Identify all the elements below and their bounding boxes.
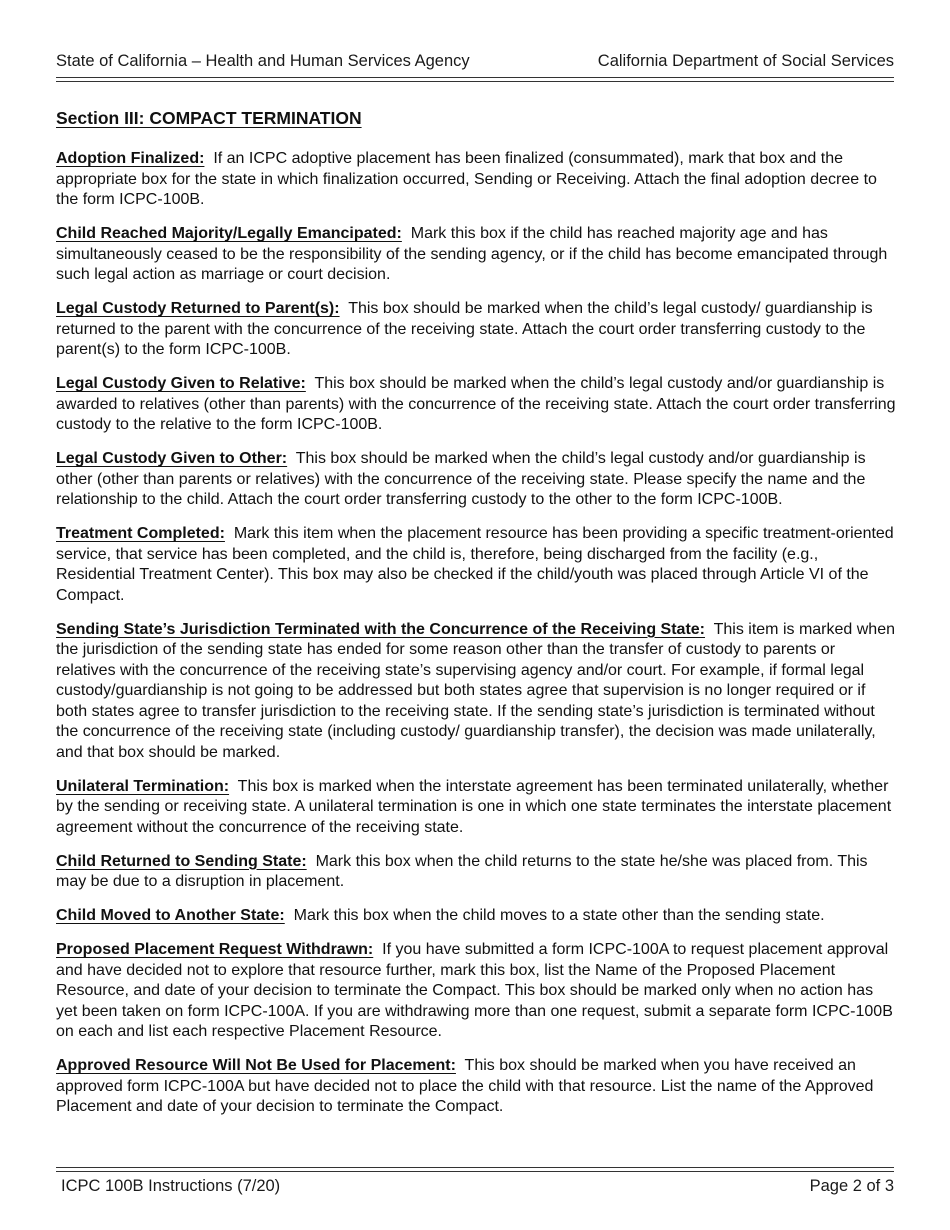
item-text: Mark this item when the placement resource has been providing a specific treatment-oriented service, that service has been completed, and the child is, therefore, being discharged from the facility (e.g., Residential Treatment Center). This box may also be checked if the child/youth was placed through Article VI of the Compact. (56, 525, 894, 604)
item-text: Mark this box when the child moves to a state other than the sending state. (293, 907, 825, 924)
item-adoption-finalized (56, 149, 898, 211)
item-resource-not-used (56, 1056, 898, 1118)
item-text: This box should be marked when the child’s legal custody and/or guardianship is other (other than parents or relatives) with the concurrence of the receiving state. Please specify the name and the relationship to the child. Attach the court order transferring custody to the other to the form ICPC-100B. (56, 450, 866, 508)
item-treatment-completed (56, 524, 898, 606)
section-title: Section III: COMPACT TERMINATION (56, 108, 362, 128)
page-header (56, 50, 894, 72)
item-term: Legal Custody Given to Other: (56, 450, 288, 467)
footer-page-number: Page 2 of 3 (809, 1177, 894, 1195)
item-term: Unilateral Termination: (56, 777, 230, 795)
item-request-withdrawn (56, 940, 898, 1043)
item-term: Treatment Completed: (56, 525, 225, 542)
item-jurisdiction-terminated (56, 620, 898, 764)
item-term: Legal Custody Returned to Parent(s): (56, 300, 340, 317)
item-custody-relative (56, 374, 898, 436)
item-text: Mark this box if the child has reached majority age and has simultaneously ceased to be the responsibility of the sending agency, or if the child has become emancipated through such legal action as marriage or court decision. (56, 225, 888, 283)
footer-divider (56, 1167, 894, 1172)
item-term: Proposed Placement Request Withdrawn: (56, 941, 374, 958)
page-footer (56, 1175, 894, 1197)
item-majority-emancipated (56, 224, 898, 286)
footer-form-id: ICPC 100B Instructions (7/20) (61, 1177, 281, 1195)
item-term: Child Reached Majority/Legally Emancipated: (56, 225, 402, 242)
item-term: Legal Custody Given to Relative: (56, 375, 306, 392)
item-text: This box should be marked when the child’s legal custody/ guardianship is returned to the parent with the concurrence of the receiving state. Attach the court order transferring custody to the parent(s) to the form ICPC-100B. (56, 300, 873, 358)
item-unilateral-termination (56, 777, 898, 839)
item-text: This box is marked when the interstate agreement has been terminated unilaterally, whether by the sending or receiving state. A unilateral termination is one in which one state terminates the interstate placement agreement without the concurrence of the receiving state. (56, 777, 892, 836)
instructions-body (56, 149, 898, 1131)
item-custody-other (56, 449, 898, 511)
item-term: Adoption Finalized: (56, 150, 205, 167)
item-term: Approved Resource Will Not Be Used for Placement: (56, 1057, 456, 1074)
header-department: California Department of Social Services (597, 52, 894, 70)
item-returned-sending-state (56, 852, 898, 893)
item-term: Child Moved to Another State: (56, 907, 285, 924)
item-text: If an ICPC adoptive placement has been finalized (consummated), mark that box and the appropriate box for the state in which finalization occurred, Sending or Receiving. Attach the final adoption decree to the form ICPC-100B. (56, 150, 877, 208)
item-text: This box should be marked when the child’s legal custody and/or guardianship is awarded to relatives (other than parents) with the concurrence of the receiving state. Attach the court order transferring custody to the relative to the form ICPC-100B. (56, 375, 896, 433)
header-divider (56, 77, 894, 82)
item-moved-another-state (56, 906, 898, 927)
item-custody-parents (56, 299, 898, 361)
item-text: If you have submitted a form ICPC-100A to request placement approval and have decided not to explore that resource further, mark this box, list the Name of the Proposed Placement Resource, and date of your decision to terminate the Compact. This box should be marked only when no action has yet been taken on form ICPC-100A. If you are withdrawing more than one request, submit a separate form ICPC-100B on each and list each respective Placement Resource. (56, 941, 893, 1040)
item-text: This box should be marked when you have received an approved form ICPC-100A but have decided not to place the child with that resource. List the name of the Approved Placement and date of your decision to terminate the Compact. (56, 1057, 874, 1115)
document-page (56, 0, 894, 1230)
item-text: This item is marked when the jurisdiction of the sending state has ended for some reason other than the transfer of custody to parents or relatives with the concurrence of the receiving state’s supervising agency and/or court. For example, if formal legal custody/guardianship is not going to be addressed but both states agree that supervision is no longer required or if both states agree to transfer jurisdiction to the receiving state. If the sending state’s jurisdiction is terminated without the concurrence of the receiving state (including custody/ guardianship transfer), the decision was made unilaterally, and that box should be marked. (56, 620, 895, 761)
item-term: Child Returned to Sending State: (56, 852, 307, 870)
item-text: Mark this box when the child returns to the state he/she was placed from. This may be due to a disruption in placement. (56, 852, 868, 890)
item-term: Sending State’s Jurisdiction Terminated with the Concurrence of the Receiving State: (56, 620, 705, 638)
header-agency: State of California – Health and Human Services Agency (56, 52, 470, 70)
